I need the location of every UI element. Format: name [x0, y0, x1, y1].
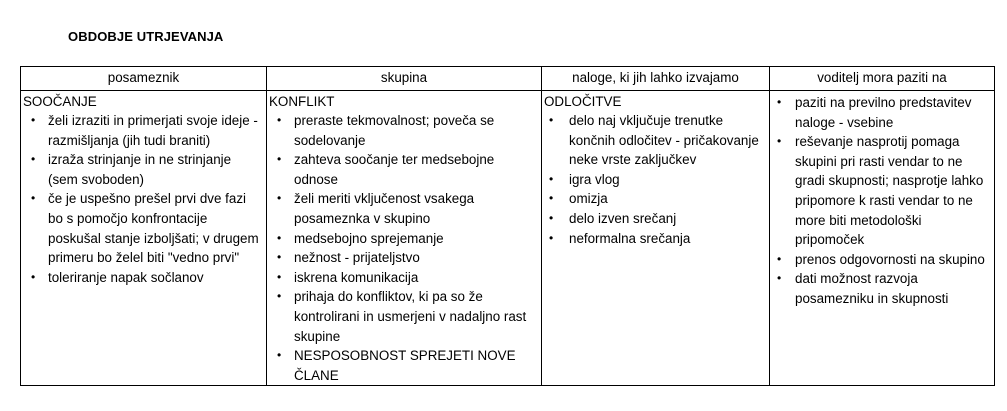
- list-item: [544, 209, 767, 229]
- bullet-icon: •: [777, 271, 782, 286]
- list-item-text: NESPOSOBNOST SPREJETI NOVE ČLANE: [294, 348, 516, 383]
- bullet-icon: •: [277, 152, 282, 167]
- list-item: [772, 132, 992, 250]
- cell-group: [267, 91, 542, 386]
- bullet-icon: •: [31, 113, 36, 127]
- bullet-list: [544, 111, 767, 248]
- list-item: [772, 93, 992, 132]
- list-item-text: želi izraziti in primerjati svoje ideje - razmišljanja (jih tudi braniti): [48, 113, 258, 148]
- list-item-text: omizja: [569, 191, 608, 207]
- bullet-icon: •: [777, 95, 782, 109]
- cell-heading: SOOČANJE: [23, 94, 97, 109]
- list-item-text: želi meriti vključenost vsakega posameznka v skupino: [294, 191, 475, 226]
- list-item-text: zahteva soočanje ter medsebojne odnose: [294, 152, 495, 187]
- header-row: [21, 67, 995, 91]
- list-item-text: reševanje nasprotij pomaga skupini pri rasti vendar to ne gradi skupnosti; nasprotje lahko pripomore k rasti vendar to ne more biti metodološki pripomoček: [795, 134, 984, 248]
- list-item: [544, 170, 767, 190]
- column-header-tasks: naloge, ki jih lahko izvajamo: [542, 67, 770, 91]
- bullet-list: [772, 93, 992, 309]
- bullet-icon: •: [549, 113, 554, 127]
- list-item-text: preraste tekmovalnost; poveča se sodelovanje: [294, 113, 495, 148]
- bullet-list: [23, 111, 264, 287]
- list-item-text: toleriranje napak sočlanov: [48, 269, 204, 285]
- bullet-list: [269, 111, 539, 385]
- list-item: [23, 111, 264, 150]
- bullet-icon: •: [277, 269, 282, 284]
- bullet-icon: •: [31, 269, 36, 284]
- cell-heading: ODLOČITVE: [544, 94, 622, 109]
- document-title: OBDOBJE UTRJEVANJA: [68, 29, 224, 44]
- list-item: [269, 189, 539, 228]
- list-item: [269, 268, 539, 288]
- bullet-icon: •: [549, 171, 554, 186]
- content-row: [21, 91, 995, 386]
- bullet-icon: •: [777, 251, 782, 266]
- list-item-text: paziti na previlno predstavitev naloge - vsebine: [795, 95, 972, 130]
- list-item-text: delo izven srečanj: [569, 210, 677, 226]
- bullet-icon: •: [277, 230, 282, 245]
- bullet-icon: •: [277, 191, 282, 206]
- bullet-icon: •: [277, 250, 282, 265]
- bullet-icon: •: [549, 210, 554, 225]
- list-item-text: prihaja do konfliktov, ki pa so že kontrolirani in usmerjeni v nadaljno rast skupine: [294, 289, 527, 344]
- phase-table: [20, 66, 995, 386]
- column-header-leader: voditelj mora paziti na: [770, 67, 995, 91]
- list-item-text: prenos odgovornosti na skupino: [795, 251, 985, 267]
- bullet-icon: •: [31, 152, 36, 167]
- list-item: [269, 150, 539, 189]
- list-item-text: igra vlog: [569, 171, 620, 187]
- list-item-text: izraža strinjanje in ne strinjanje (sem svoboden): [48, 152, 232, 187]
- list-item: [269, 111, 539, 150]
- list-item: [269, 346, 539, 385]
- bullet-icon: •: [549, 191, 554, 206]
- cell-individual: [21, 91, 267, 386]
- list-item: [544, 189, 767, 209]
- list-item: [269, 248, 539, 268]
- cell-tasks: [542, 91, 770, 386]
- list-item: [23, 189, 264, 267]
- column-header-group: skupina: [267, 67, 542, 91]
- list-item: [772, 250, 992, 270]
- column-header-individual: posameznik: [21, 67, 267, 91]
- list-item-text: iskrena komunikacija: [294, 269, 419, 285]
- list-item: [23, 268, 264, 288]
- bullet-icon: •: [31, 191, 36, 206]
- list-item-text: delo naj vključuje trenutke končnih odločitev - pričakovanje neke vrste zaključkev: [569, 113, 759, 168]
- cell-leader: [770, 91, 995, 386]
- list-item: [772, 269, 992, 308]
- bullet-icon: •: [777, 134, 782, 149]
- list-item: [269, 287, 539, 346]
- list-item: [544, 111, 767, 170]
- list-item: [544, 229, 767, 249]
- list-item-text: dati možnost razvoja posamezniku in skupnosti: [795, 271, 949, 306]
- list-item-text: če je uspešno prešel prvi dve fazi bo s pomočjo konfrontacije poskušal stanje izboljšati; v drugem primeru bo želel biti "vedno prvi": [48, 191, 259, 266]
- list-item: [23, 150, 264, 189]
- bullet-icon: •: [277, 289, 282, 304]
- bullet-icon: •: [277, 113, 282, 127]
- list-item-text: nežnost - prijateljstvo: [294, 250, 420, 266]
- list-item-text: medsebojno sprejemanje: [294, 230, 444, 246]
- list-item-text: neformalna srečanja: [569, 230, 691, 246]
- list-item: [269, 229, 539, 249]
- bullet-icon: •: [549, 230, 554, 245]
- cell-heading: KONFLIKT: [269, 94, 335, 109]
- bullet-icon: •: [277, 348, 282, 363]
